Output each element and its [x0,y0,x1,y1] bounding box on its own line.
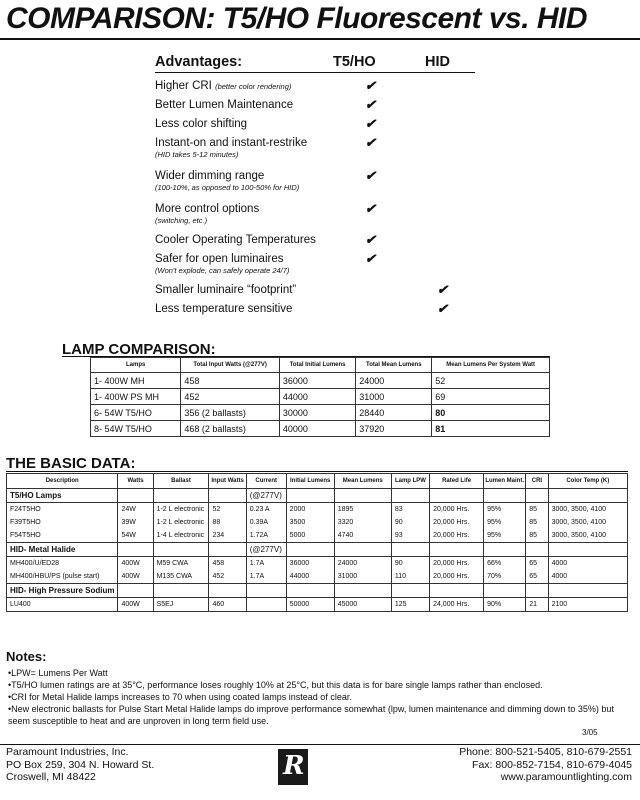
column-header: Description [7,474,118,489]
table-cell [246,584,286,598]
advantage-note: (100-10%, as opposed to 100-50% for HID) [155,183,300,192]
note-item: • New electronic ballasts for Pulse Start Metal Halide lamps do improve performance somewhat (lpw, lumen maintenance and dimming down to 35%) but seem susceptible to heat and are unproven in long term field use. [8,703,628,727]
table-cell: 52 [209,503,246,517]
table-cell [391,584,429,598]
table-cell: 356 (2 ballasts) [181,405,280,421]
group-name: HID- Metal Halide [7,543,118,557]
table-cell: 95% [484,503,526,517]
advantage-row [155,196,475,227]
table-cell: 24000 [334,557,391,571]
group-name: T5/HO Lamps [7,489,118,503]
table-cell [548,543,627,557]
table-cell: 85 [526,529,548,543]
table-cell: 3500 [286,516,334,529]
table-cell [286,543,334,557]
table-row [91,421,550,437]
table-cell [286,489,334,503]
footer-contact [459,746,632,784]
table-cell [286,584,334,598]
table-cell: 3000, 3500, 4100 [548,529,627,543]
advantage-label [155,302,345,316]
table-cell: 452 [181,389,280,405]
table-row [7,503,628,517]
paramount-logo-icon: R [278,749,308,785]
column-header: Mean Lumens [334,474,391,489]
table-cell [118,584,153,598]
table-cell [246,598,286,612]
advantage-row [155,227,475,246]
advantage-text: More control options [155,203,260,215]
fax-numbers: Fax: 800-852-7154, 810-679-4045 [472,758,632,771]
table-cell: 90% [484,598,526,612]
advantage-text: Wider dimming range [155,170,265,182]
table-cell: 458 [181,373,280,389]
table-cell [153,543,209,557]
table-cell [118,543,153,557]
table-cell: 95% [484,516,526,529]
table-cell: 1.7A [246,557,286,571]
table-cell: M135 CWA [153,570,209,584]
table-cell: 1-2 L electronic [153,516,209,529]
table-cell: 93 [391,529,429,543]
table-cell: 2000 [286,503,334,517]
table-cell: 1.72A [246,529,286,543]
table-cell: 50000 [286,598,334,612]
column-header: Lumen Maint. [484,474,526,489]
table-cell: 83 [391,503,429,517]
advantage-row [155,130,475,163]
table-cell [209,489,246,503]
advantages-heading: Advantages: [155,54,243,70]
table-cell: 85 [526,503,548,517]
title-divider [0,38,640,40]
table-cell: 20,000 Hrs. [430,516,484,529]
advantages-section [155,54,475,315]
table-cell: MH400/U/ED28 [7,557,118,571]
table-cell: 95% [484,529,526,543]
table-cell [391,489,429,503]
table-cell [391,543,429,557]
check-icon: ✔ [365,135,376,150]
table-cell: 4000 [548,557,627,571]
table-cell: 31000 [356,389,432,405]
table-cell: 54W [118,529,153,543]
table-cell: 125 [391,598,429,612]
table-cell: 36000 [279,373,355,389]
address-line-1: PO Box 259, 304 N. Howard St. [6,758,155,771]
table-cell: 24,000 Hrs. [430,598,484,612]
advantage-row [155,277,475,296]
advantage-label [155,233,345,247]
table-row [7,570,628,584]
table-cell: 30000 [279,405,355,421]
table-cell: 44000 [286,570,334,584]
table-cell: 1- 400W PS MH [91,389,181,405]
table-cell: 3000, 3500, 4100 [548,503,627,517]
revision-date: 3/05 [582,728,598,737]
table-cell: 2100 [548,598,627,612]
table-cell: 20,000 Hrs. [430,557,484,571]
table-cell [484,584,526,598]
table-cell: 44000 [279,389,355,405]
table-cell: 234 [209,529,246,543]
column-header: Lamps [91,358,181,373]
table-cell [548,584,627,598]
table-cell: 70% [484,570,526,584]
page-title: COMPARISON: T5/HO Fluorescent vs. HID [6,2,588,35]
column-header: Input Watts [209,474,246,489]
advantage-row [155,92,475,111]
table-cell: 65 [526,557,548,571]
advantage-text: Higher CRI [155,80,212,92]
table-cell: 1- 400W MH [91,373,181,389]
table-cell: 1-4 L electronic [153,529,209,543]
table-cell: 20,000 Hrs. [430,503,484,517]
check-icon: ✔ [365,201,376,216]
note-item: • CRI for Metal Halide lamps increases to 70 when using coated lamps instead of clear. [8,691,628,703]
table-cell: 1895 [334,503,391,517]
check-icon: ✔ [365,97,376,112]
lamp-comparison-table [90,357,550,437]
table-cell [430,543,484,557]
table-cell: (@277V) [246,489,286,503]
table-cell [118,489,153,503]
check-icon: ✔ [437,301,448,316]
basic-data-title: THE BASIC DATA: [6,455,136,472]
table-cell: 24000 [356,373,432,389]
basic-data-rule [6,471,628,472]
advantage-text: Better Lumen Maintenance [155,99,294,111]
table-cell [153,489,209,503]
table-cell: 110 [391,570,429,584]
advantage-text: Less color shifting [155,118,248,130]
advantages-list [155,73,475,315]
table-cell [526,543,548,557]
table-cell: 24W [118,503,153,517]
advantage-text: Smaller luminaire “footprint” [155,284,297,296]
table-cell: LU400 [7,598,118,612]
table-cell: 20,000 Hrs. [430,529,484,543]
table-cell: 90 [391,557,429,571]
advantage-label [155,136,345,150]
note-item: • LPW= Lumens Per Watt [8,667,628,679]
advantage-row [155,111,475,130]
column-header: Current [246,474,286,489]
table-cell: 80 [432,405,550,421]
table-cell: 81 [432,421,550,437]
table-cell: 8- 54W T5/HO [91,421,181,437]
advantage-row [155,73,475,92]
table-cell: 4000 [548,570,627,584]
advantage-text: Cooler Operating Temperatures [155,234,316,246]
table-cell: 65 [526,570,548,584]
table-cell [430,584,484,598]
table-cell [526,489,548,503]
col-hid-heading: HID [425,54,450,70]
table-cell: 468 (2 ballasts) [181,421,280,437]
table-cell: F24T5HO [7,503,118,517]
address-line-2: Croswell, MI 48422 [6,771,96,783]
advantage-label [155,98,345,112]
advantage-label [155,202,345,216]
check-icon: ✔ [365,168,376,183]
check-icon: ✔ [437,282,448,297]
table-cell: 90 [391,516,429,529]
column-header: CRI [526,474,548,489]
check-icon: ✔ [365,232,376,247]
column-header: Watts [118,474,153,489]
table-cell: 1.7A [246,570,286,584]
table-cell: 0.39A [246,516,286,529]
table-cell: 52 [432,373,550,389]
advantage-row [155,296,475,315]
advantage-note: (HID takes 5-12 minutes) [155,150,239,159]
table-row [91,389,550,405]
table-cell: 21 [526,598,548,612]
table-cell [526,584,548,598]
column-header: Total Input Watts (@277V) [181,358,280,373]
table-cell: F39T5HO [7,516,118,529]
company-name: Paramount Industries, Inc. [6,746,129,758]
lamp-comparison-title: LAMP COMPARISON: [62,341,216,358]
table-cell: 40000 [279,421,355,437]
table-cell: 1-2 L electronic [153,503,209,517]
notes-title: Notes: [6,649,47,664]
advantage-label [155,169,345,183]
table-cell: 66% [484,557,526,571]
table-cell: 20,000 Hrs. [430,570,484,584]
advantage-text: Instant-on and instant-restrike [155,137,308,149]
basic-data-table [6,473,628,612]
table-row [91,405,550,421]
table-cell: 6- 54W T5/HO [91,405,181,421]
check-icon: ✔ [365,78,376,93]
column-header: Color Temp (K) [548,474,627,489]
column-header: Lamp LPW [391,474,429,489]
table-cell: 458 [209,557,246,571]
table-cell: 452 [209,570,246,584]
column-header: Ballast [153,474,209,489]
column-header: Total Mean Lumens [356,358,432,373]
table-cell [209,584,246,598]
table-cell: 28440 [356,405,432,421]
table-cell: 5000 [286,529,334,543]
column-header: Initial Lumens [286,474,334,489]
advantage-note: (switching, etc.) [155,216,208,225]
footer-address [6,746,154,784]
advantage-label [155,283,345,297]
table-cell [548,489,627,503]
table-cell: 3000, 3500, 4100 [548,516,627,529]
advantages-header [155,54,475,73]
table-row [7,529,628,543]
note-item: • T5/HO lumen ratings are at 35°C, performance loses roughly 10% at 25°C, but this data is for bare single lamps rather than enclosed. [8,679,628,691]
table-cell: S5EJ [153,598,209,612]
table-cell: 39W [118,516,153,529]
group-row [7,489,628,503]
table-cell [334,584,391,598]
table-row [7,557,628,571]
phone-numbers: Phone: 800-521-5405, 810-679-2551 [459,746,632,758]
advantage-row [155,163,475,196]
table-cell: MH400/HBU/PS (pulse start) [7,570,118,584]
table-cell [484,543,526,557]
table-cell [430,489,484,503]
advantage-row [155,246,475,277]
advantage-note: (Won't explode, can safely operate 24/7) [155,266,290,275]
table-cell: 460 [209,598,246,612]
check-icon: ✔ [365,116,376,131]
table-cell: 85 [526,516,548,529]
table-cell: (@277V) [246,543,286,557]
check-icon: ✔ [365,251,376,266]
website-link[interactable]: www.paramountlighting.com [500,771,632,783]
group-row [7,543,628,557]
table-cell: 69 [432,389,550,405]
col-t5-heading: T5/HO [333,54,376,70]
table-cell [334,489,391,503]
table-cell: M59 CWA [153,557,209,571]
table-cell [334,543,391,557]
notes-list [8,667,628,727]
advantage-label [155,252,345,266]
advantage-label [155,117,345,131]
table-cell: 0.23 A [246,503,286,517]
table-row [91,373,550,389]
table-cell: 45000 [334,598,391,612]
column-header: Total Initial Lumens [279,358,355,373]
table-cell [209,543,246,557]
table-cell: 3320 [334,516,391,529]
table-cell: 31000 [334,570,391,584]
table-cell: 400W [118,557,153,571]
column-header: Mean Lumens Per System Watt [432,358,550,373]
table-cell: F54T5HO [7,529,118,543]
table-cell: 88 [209,516,246,529]
footer-divider [0,744,640,745]
table-cell: 36000 [286,557,334,571]
table-cell: 4740 [334,529,391,543]
table-cell: 37920 [356,421,432,437]
group-name: HID- High Pressure Sodium [7,584,118,598]
table-row [7,598,628,612]
table-row [7,516,628,529]
table-cell: 400W [118,598,153,612]
advantage-note: (better color rendering) [215,82,292,91]
column-header: Rated Life [430,474,484,489]
table-cell: 400W [118,570,153,584]
table-cell [153,584,209,598]
table-cell [484,489,526,503]
advantage-text: Less temperature sensitive [155,303,293,315]
group-row [7,584,628,598]
advantage-text: Safer for open luminaires [155,253,284,265]
